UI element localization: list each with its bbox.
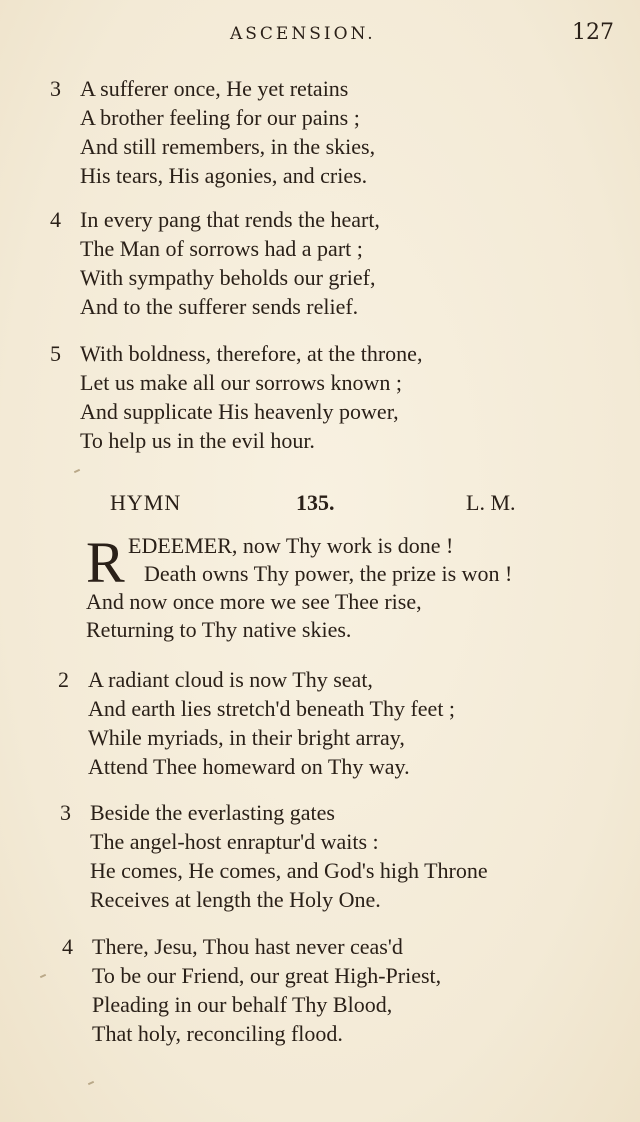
paper-speck xyxy=(88,1081,94,1085)
stanza-line: The Man of sorrows had a part ; xyxy=(80,236,363,261)
prev-hymn-stanza-3 xyxy=(50,74,376,190)
stanza-line: With sympathy beholds our grief, xyxy=(80,265,376,290)
stanza-line xyxy=(50,205,380,234)
hymn-stanza-4 xyxy=(62,932,442,1048)
stanza-line: EDEEMER, now Thy work is done ! xyxy=(128,533,454,558)
stanza-line: And to the sufferer sends relief. xyxy=(80,294,359,319)
stanza-line xyxy=(60,798,488,827)
line-text: With boldness, therefore, at the throne, xyxy=(80,341,423,366)
line-text: A radiant cloud is now Thy seat, xyxy=(88,667,373,692)
stanza-line: While myriads, in their bright array, xyxy=(88,725,405,750)
line-text: There, Jesu, Thou hast never ceas'd xyxy=(92,934,403,959)
verse-number: 2 xyxy=(58,667,69,692)
verse-number: 5 xyxy=(50,341,61,366)
line-text: In every pang that rends the heart, xyxy=(80,207,380,232)
running-title: ASCENSION. xyxy=(230,24,376,44)
hymn-label: HYMN xyxy=(110,490,182,515)
stanza-line: His tears, His agonies, and cries. xyxy=(80,163,368,188)
paper-speck xyxy=(40,974,46,978)
stanza-line: And still remembers, in the skies, xyxy=(80,134,376,159)
prev-hymn-stanza-5 xyxy=(50,339,423,455)
stanza-line: The angel-host enraptur'd waits : xyxy=(90,829,379,854)
verse-number: 4 xyxy=(50,207,61,232)
hymn-stanza-3 xyxy=(60,798,488,914)
prev-hymn-stanza-4 xyxy=(50,205,380,321)
hymn-meter: L. M. xyxy=(466,490,516,515)
stanza-line: And supplicate His heavenly power, xyxy=(80,399,399,424)
stanza-line: To be our Friend, our great High-Priest, xyxy=(92,963,442,988)
hymn-number: 135. xyxy=(296,490,335,515)
stanza-line: That holy, reconciling flood. xyxy=(92,1021,343,1046)
verse-number: 3 xyxy=(60,800,71,825)
line-text: A sufferer once, He yet retains xyxy=(80,76,349,101)
stanza-line: And earth lies stretch'd beneath Thy feet ; xyxy=(88,696,456,721)
stanza-line: Returning to Thy native skies. xyxy=(86,617,352,642)
stanza-line: Receives at length the Holy One. xyxy=(90,887,381,912)
stanza-line: To help us in the evil hour. xyxy=(80,428,315,453)
stanza-line xyxy=(50,339,423,368)
stanza-line: A brother feeling for our pains ; xyxy=(80,105,360,130)
stanza-line xyxy=(62,932,441,961)
hymn-stanza-2 xyxy=(58,665,456,781)
stanza-line: He comes, He comes, and God's high Throne xyxy=(90,858,488,883)
paper-speck xyxy=(74,469,80,473)
line-text: Beside the everlasting gates xyxy=(90,800,335,825)
page-number: 127 xyxy=(572,20,614,45)
stanza-line: Let us make all our sorrows known ; xyxy=(80,370,402,395)
stanza-line: Death owns Thy power, the prize is won ! xyxy=(144,561,513,586)
drop-cap: R xyxy=(86,530,125,595)
stanza-line xyxy=(58,665,455,694)
hymn-stanza-1 xyxy=(86,532,512,644)
verse-number: 4 xyxy=(62,934,73,959)
running-head xyxy=(0,20,640,50)
stanza-line xyxy=(50,74,375,103)
hymn-heading xyxy=(0,490,640,520)
stanza-line: Pleading in our behalf Thy Blood, xyxy=(92,992,393,1017)
stanza-line: And now once more we see Thee rise, xyxy=(86,589,422,614)
stanza-line: Attend Thee homeward on Thy way. xyxy=(88,754,410,779)
verse-number: 3 xyxy=(50,76,61,101)
